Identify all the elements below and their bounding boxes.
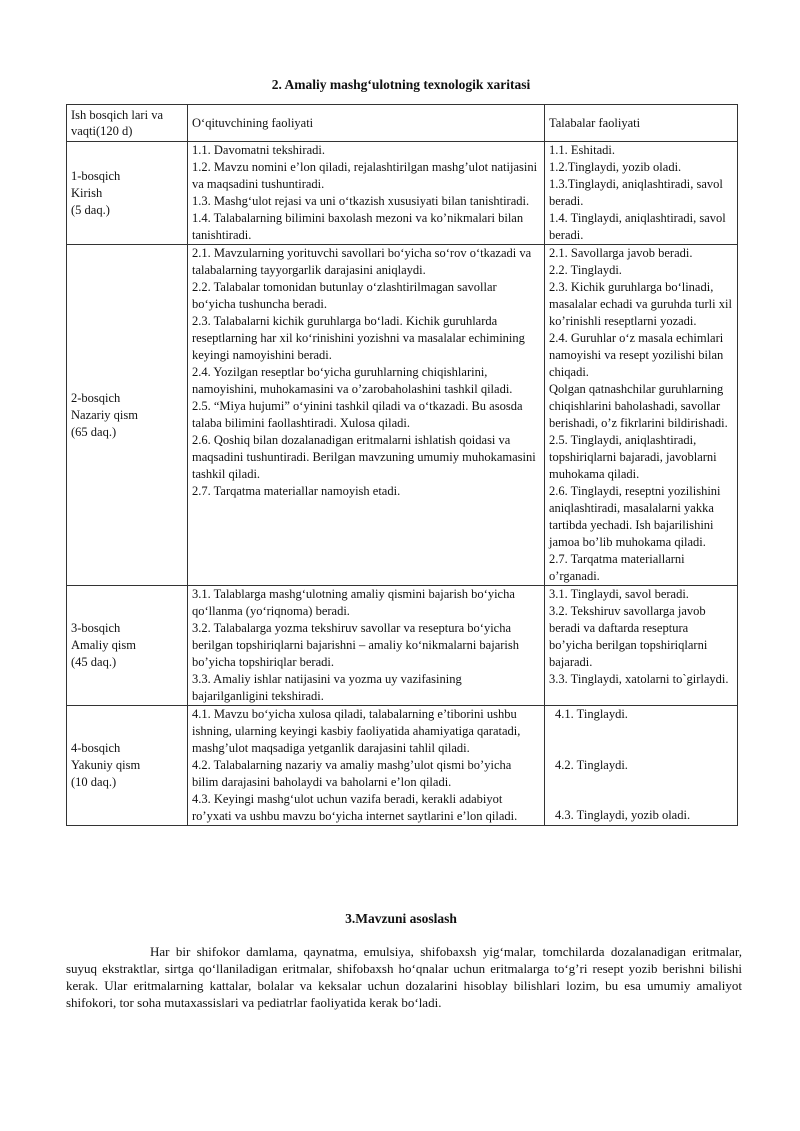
- stage-cell: [67, 706, 188, 826]
- list-item: 1.3. Mashg‘ulot rejasi va uni o‘tkazish xususiyati bilan tanishtiradi.: [192, 194, 530, 208]
- table-header-row: [67, 105, 738, 142]
- list-item: 2.7. Tarqatma materiallar namoyish etadi.: [192, 484, 401, 498]
- list-item: 2.2. Talabalar tomonidan butunlay o‘zlashtirilmagan savollar bo‘yicha tushuncha beradi.: [192, 280, 497, 311]
- list-item: 1.1. Davomatni tekshiradi.: [192, 143, 325, 157]
- list-item: 4.1. Mavzu bo‘yicha xulosa qiladi, talabalarning e’tiborini ushbu ishning, ularning keyingi kasbiy faoliyatida ahamiyatiga qaratadi, mashg’ulot maqsadiga yetganlik darajasini tahlil qiladi.: [192, 707, 521, 755]
- stage-name: 2-bosqich: [71, 390, 121, 405]
- list-item: Qolgan qatnashchilar guruhlarning chiqishlarini baholashadi, savollar berishadi, o’z fikrlarini bildirishadi.: [549, 382, 728, 430]
- list-item: 4.1. Tinglaydi.: [555, 707, 628, 721]
- list-item: 2.4. Guruhlar o‘z masala echimlari namoyishi va resept yozilishi bilan chiqadi.: [549, 331, 724, 379]
- table-row: [67, 706, 738, 826]
- list-item: 1.2. Mavzu nomini e’lon qiladi, rejalashtirilgan mashg’ulot natijasini va maqsadini tushuntiradi.: [192, 160, 538, 191]
- list-item: 2.6. Qoshiq bilan dozalanadigan eritmalarni ishlatish qoidasi va maqsadini tushuntiradi. Berilgan mavzuning umumiy muhokamasini tashkil qiladi.: [192, 433, 536, 481]
- stage-duration: (10 daq.): [71, 775, 117, 789]
- stage-part: Kirish: [71, 185, 103, 200]
- stage-cell: [67, 586, 188, 706]
- stage-name: 1-bosqich: [71, 168, 121, 183]
- stage-part: Amaliy qism: [71, 638, 136, 652]
- table-row: [67, 586, 738, 706]
- stage-duration: (65 daq.): [71, 424, 117, 439]
- student-activity-cell: [545, 586, 738, 706]
- list-item: 4.3. Tinglaydi, yozib oladi.: [555, 808, 691, 822]
- list-item: 3.1. Tinglaydi, savol beradi.: [549, 587, 689, 601]
- header-teacher-activity: O‘qituvchining faoliyati: [188, 105, 545, 142]
- header-student-activity: Talabalar faoliyati: [545, 105, 738, 142]
- list-item: 2.4. Yozilgan reseptlar bo‘yicha guruhlarning chiqishlarini, namoyishini, muhokamasini va o’zarobaholashini tashkil qiladi.: [192, 365, 513, 396]
- list-item: 2.3. Talabalarni kichik guruhlarga bo‘ladi. Kichik guruhlarda reseptlarning har xil ko‘rinishini yozishni va masalalar echimining keyingi namoyishini beradi.: [192, 314, 525, 362]
- list-item: 4.2. Talabalarning nazariy va amaliy mashg’ulot qismi bo’yicha bilim darajasini baholaydi va baholarni e’lon qiladi.: [192, 758, 512, 789]
- list-item: 2.1. Mavzularning yorituvchi savollari bo‘yicha so‘rov o‘tkazadi va talabalarning tayyorgarlik darajasini aniqlaydi.: [192, 246, 532, 277]
- topic-justification-paragraph: Har bir shifokor damlama, qaynatma, emulsiya, shifobaxsh yig‘malar, tomchilarda dozalanadigan eritmalar, suyuq ekstraktlar, sirtga qo‘llaniladigan eritmalar, shifobaxsh ho‘qnalar uchun eritmalarga to‘g’ri resept yozib berishni bilishi kerak. Ular eritmalarning kattalar, bolalar va keksalar uchun dozalarini hisoblay bilishlari lozim, bu esa umumiy amaliyot shifokori, tor soha mutaxassislari va pediatrlar faoliyatida kerak bo‘ladi.: [66, 944, 742, 1010]
- student-activity-cell: [545, 142, 738, 245]
- list-item: 1.1. Eshitadi.: [549, 143, 615, 157]
- list-item: 1.4. Tinglaydi, aniqlashtiradi, savol beradi.: [549, 211, 726, 242]
- table-row: [67, 142, 738, 245]
- list-item: 3.2. Tekshiruv savollarga javob beradi va daftarda reseptura bo’yicha berilgan topshiriqlarni bajaradi.: [549, 604, 708, 669]
- stage-name: 3-bosqich: [71, 621, 121, 635]
- list-item: 4.2. Tinglaydi.: [555, 758, 628, 772]
- list-item: 3.3. Amaliy ishlar natijasini va yozma uy vazifasining bajarilganligini tekshiradi.: [192, 672, 462, 703]
- student-activity-cell: [545, 706, 738, 826]
- list-item: 3.1. Talablarga mashg‘ulotning amaliy qismini bajarish bo‘yicha qo‘llanma (yo‘riqnoma) beradi.: [192, 587, 515, 618]
- student-activity-cell: [545, 245, 738, 586]
- stage-cell: [67, 245, 188, 586]
- list-item: 2.7. Tarqatma materiallarni o’rganadi.: [549, 552, 685, 583]
- list-item: 2.2. Tinglaydi.: [549, 263, 622, 277]
- header-stage-time: Ish bosqich lari va vaqti(120 d): [67, 105, 188, 142]
- stage-cell: [67, 142, 188, 245]
- list-item: 2.3. Kichik guruhlarga bo‘linadi, masalalar echadi va guruhda turli xil ko’rinishli reseptlarni yozadi.: [549, 280, 732, 328]
- teacher-activity-cell: [188, 706, 545, 826]
- list-item: 2.5. “Miya hujumi” o‘yinini tashkil qiladi va o‘tkazadi. Bu asosda talaba bilimini faollashtiradi. Xulosa qiladi.: [192, 399, 523, 430]
- section-title-topic-justification: 3.Mavzuni asoslash: [345, 911, 457, 926]
- section-title-technological-map: 2. Amaliy mashg‘ulotning texnologik xaritasi: [271, 77, 531, 92]
- teacher-activity-cell: [188, 245, 545, 586]
- teacher-activity-cell: [188, 142, 545, 245]
- list-item: 2.6. Tinglaydi, reseptni yozilishini aniqlashtiradi, masalalarni yakka tartibda yechadi. Ish bajarilishini jamoa bo’lib muhokama qiladi.: [549, 484, 721, 549]
- list-item: 3.2. Talabalarga yozma tekshiruv savollar va reseptura bo‘yicha berilgan topshiriqlarni bajarishni – amaliy ko‘nikmalarni bajarish bo’yicha topshiriqlar beradi.: [192, 621, 519, 669]
- list-item: 1.2.Tinglaydi, yozib oladi.: [549, 160, 682, 174]
- list-item: 4.3. Keyingi mashg‘ulot uchun vazifa beradi, kerakli adabiyot ro’yxati va ushbu mavzu bo‘yicha internet saytlarini e’lon qiladi.: [192, 792, 518, 823]
- stage-duration: (5 daq.): [71, 202, 110, 217]
- teacher-activity-cell: [188, 586, 545, 706]
- list-item: 3.3. Tinglaydi, xatolarni to`girlaydi.: [549, 672, 729, 686]
- table-row: [67, 245, 738, 586]
- technological-map-table: [66, 104, 738, 826]
- stage-part: Yakuniy qism: [71, 758, 141, 772]
- list-item: 1.3.Tinglaydi, aniqlashtiradi, savol beradi.: [549, 177, 723, 208]
- list-item: 2.1. Savollarga javob beradi.: [549, 246, 693, 260]
- stage-name: 4-bosqich: [71, 741, 121, 755]
- stage-duration: (45 daq.): [71, 655, 117, 669]
- stage-part: Nazariy qism: [71, 407, 138, 422]
- list-item: 1.4. Talabalarning bilimini baxolash mezoni va ko’nikmalari bilan tanishtiradi.: [192, 211, 524, 242]
- list-item: 2.5. Tinglaydi, aniqlashtiradi, topshiriqlarni bajaradi, javoblarni muhokama qiladi.: [549, 433, 717, 481]
